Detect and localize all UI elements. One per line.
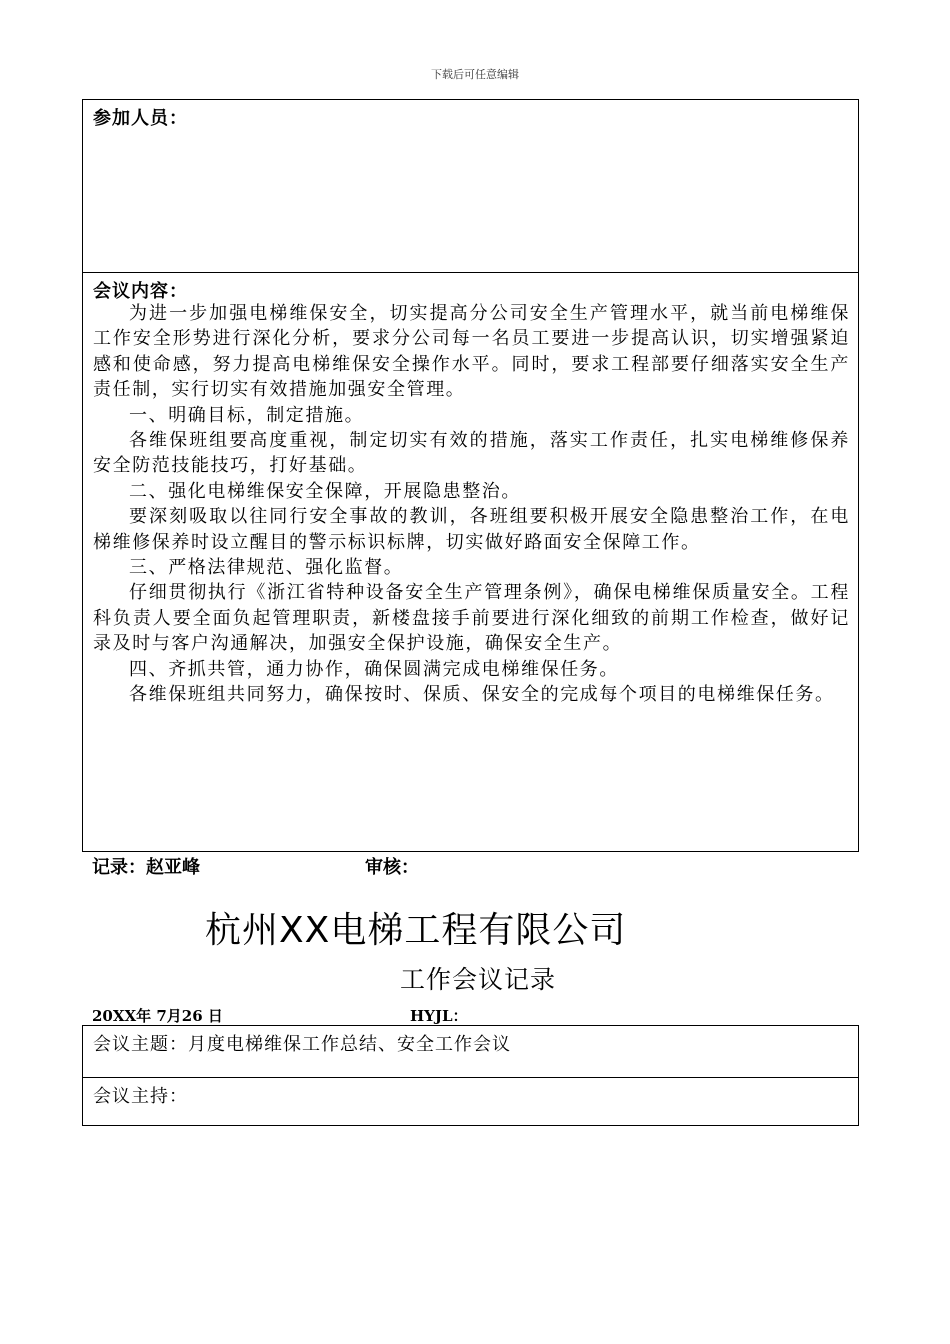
- content-paragraph: 要深刻吸取以往同行安全事故的教训，各班组要积极开展安全隐患整治工作，在电梯维修保养时设立醒目的警示标识标牌，切实做好路面安全保障工作。: [93, 506, 850, 553]
- content-heading: 二、强化电梯维保安全保障，开展隐患整治。: [129, 480, 521, 502]
- recorder-text: 记录：赵亚峰: [92, 857, 200, 878]
- content-heading: 一、明确目标，制定措施。: [129, 404, 365, 426]
- meeting-date: 20XX年 7月26 日: [92, 1007, 223, 1025]
- record-code: HYJL：: [410, 1007, 468, 1025]
- meeting-content-label: 会议内容：: [93, 281, 188, 302]
- host-section: [82, 1077, 859, 1126]
- header-note: 下载后可任意编辑: [431, 68, 519, 81]
- content-paragraph: 为进一步加强电梯维保安全，切实提高分公司安全生产管理水平，就当前电梯维保工作安全形势进行深化分析，要求分公司每一名员工要进一步提高认识，切实增强紧迫感和使命感，努力提高电梯维保安全操作水平。同时，要求工程部要仔细落实安全生产责任制，实行切实有效措施加强安全管理。: [93, 303, 850, 401]
- content-paragraph: 仔细贯彻执行《浙江省特种设备安全生产管理条例》，确保电梯维保质量安全。工程科负责人要全面负起管理职责，新楼盘接手前要进行深化细致的前期工作检查，做好记录及时与客户沟通解决，加强安全保护设施，确保安全生产。: [93, 582, 850, 655]
- meeting-content-body: [93, 301, 850, 708]
- host-label: 会议主持：: [93, 1086, 188, 1107]
- attendees-label: 参加人员：: [93, 108, 188, 129]
- topic-label: 会议主题：月度电梯维保工作总结、安全工作会议: [93, 1034, 511, 1055]
- date-line: [92, 1005, 487, 1026]
- reviewer-text: 审核：: [365, 857, 419, 878]
- content-paragraph: 各维保班组要高度重视，制定切实有效的措施，落实工作责任，扎实电梯维修保养安全防范技能技巧，打好基础。: [93, 430, 850, 477]
- content-heading: 三、严格法律规范、强化监督。: [129, 557, 404, 579]
- document-title: 工作会议记录: [399, 965, 556, 994]
- topic-section: [82, 1025, 859, 1078]
- content-paragraph: 各维保班组共同努力，确保按时、保质、保安全的完成每个项目的电梯维保任务。: [129, 684, 835, 706]
- meeting-content-section: [82, 272, 859, 852]
- company-name: 杭州XX电梯工程有限公司: [205, 910, 627, 951]
- attendees-section: [82, 99, 859, 273]
- content-heading: 四、齐抓共管，通力协作，确保圆满完成电梯维保任务。: [129, 658, 619, 680]
